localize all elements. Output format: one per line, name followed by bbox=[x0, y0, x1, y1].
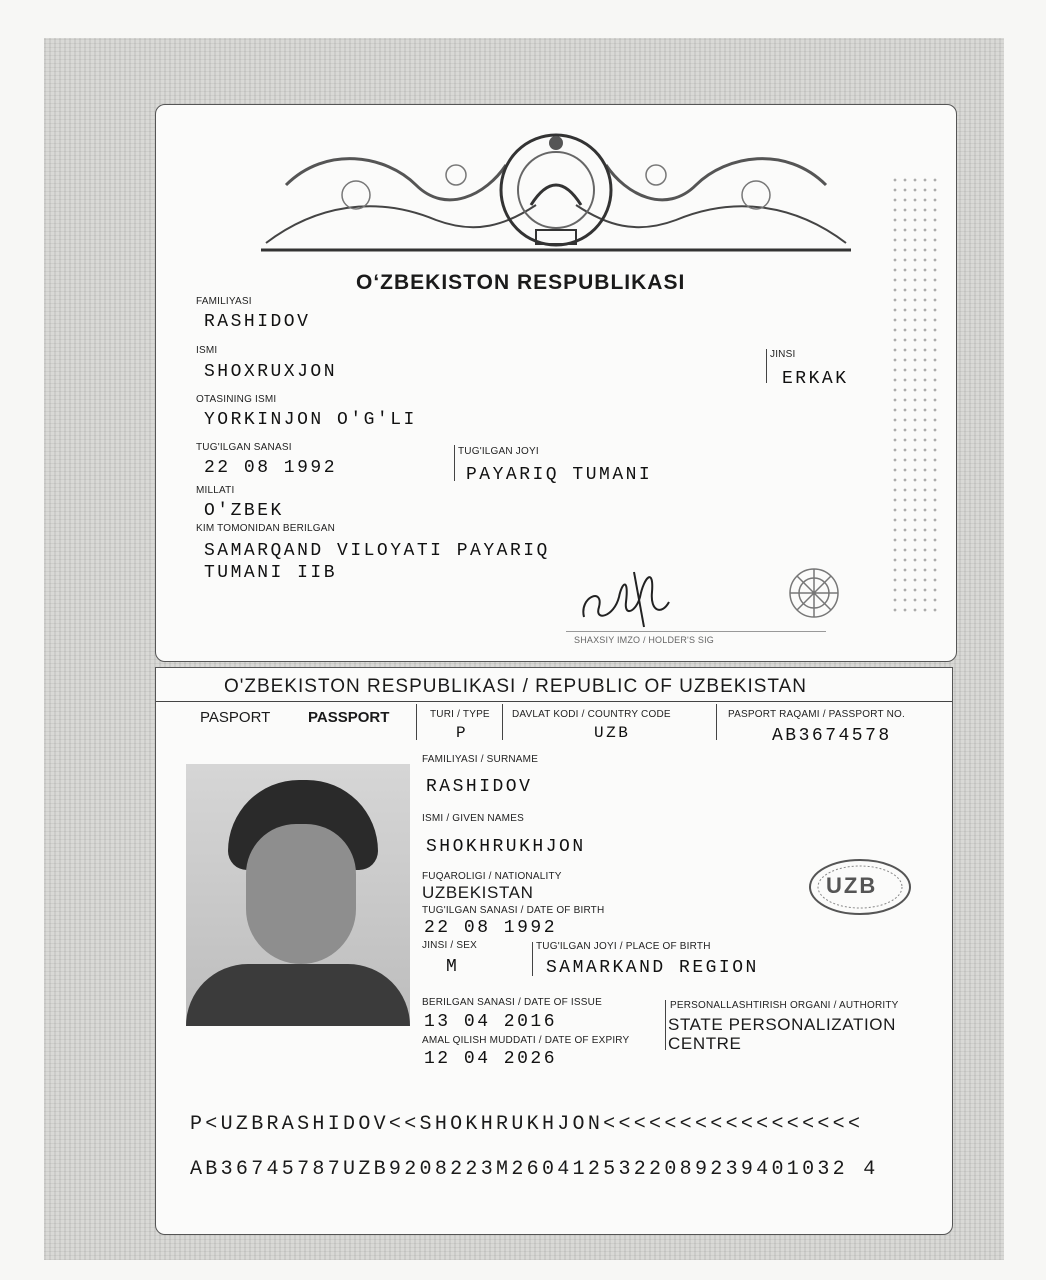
sex-value: ERKAK bbox=[782, 369, 849, 389]
passport-no-label: PASPORT RAQAMI / PASSPORT NO. bbox=[728, 709, 905, 720]
surname-label-en: FAMILIYASI / SURNAME bbox=[422, 754, 539, 765]
patronymic-value: YORKINJON O'G'LI bbox=[204, 410, 417, 430]
signature-caption: SHAXSIY IMZO / HOLDER'S SIG bbox=[574, 635, 714, 645]
country-code-label: DAVLAT KODI / COUNTRY CODE bbox=[512, 709, 671, 720]
surname-value: RASHIDOV bbox=[204, 312, 311, 332]
name-label: ISMI bbox=[196, 345, 218, 356]
sex-label: JINSI bbox=[770, 349, 796, 360]
passport-no-value: AB3674578 bbox=[772, 726, 892, 746]
nationality-value-en: UZBEKISTAN bbox=[422, 883, 534, 902]
perforation-dots bbox=[890, 175, 940, 615]
page-title: O‘ZBEKISTON RESPUBLIKASI bbox=[356, 271, 686, 294]
dob-value: 22 08 1992 bbox=[204, 458, 338, 478]
expiry-date-value: 12 04 2026 bbox=[424, 1049, 558, 1069]
country-code-value: UZB bbox=[594, 724, 631, 742]
dob-label: TUG'ILGAN SANASI bbox=[196, 442, 292, 453]
pob-label: TUG'ILGAN JOYI bbox=[458, 446, 539, 457]
data-page-header: O'ZBEKISTON RESPUBLIKASI / REPUBLIC OF UZBEKISTAN bbox=[224, 676, 807, 697]
authority-line1: STATE PERSONALIZATION bbox=[668, 1015, 896, 1034]
authority-label: PERSONALLASHTIRISH ORGANI / AUTHORITY bbox=[670, 1000, 899, 1011]
mrz-line-1: P<UZBRASHIDOV<<SHOKHRUKHJON<<<<<<<<<<<<<<<<< bbox=[190, 1113, 864, 1136]
dob-value-en: 22 08 1992 bbox=[424, 918, 558, 938]
surname-label: FAMILIYASI bbox=[196, 296, 252, 307]
type-value: P bbox=[456, 724, 469, 742]
issued-by-label: KIM TOMONIDAN BERILGAN bbox=[196, 523, 336, 534]
type-label: TURI / TYPE bbox=[430, 709, 490, 720]
issued-by-line1: SAMARQAND VILOYATI PAYARIQ bbox=[204, 541, 550, 561]
pob-value-en: SAMARKAND REGION bbox=[546, 958, 759, 978]
passport-info-page bbox=[155, 104, 957, 662]
given-names-value: SHOKHRUKHJON bbox=[426, 837, 586, 857]
hologram-icon bbox=[784, 563, 844, 623]
nationality-label-en: FUQAROLIGI / NATIONALITY bbox=[422, 871, 562, 882]
signature-icon bbox=[574, 557, 674, 633]
sex-value-en: M bbox=[446, 957, 460, 977]
passport-data-page bbox=[155, 667, 953, 1235]
issued-by-line2: TUMANI IIB bbox=[204, 563, 338, 583]
holder-photo bbox=[186, 764, 410, 1026]
passport-en-label: PASSPORT bbox=[308, 709, 390, 726]
pob-value: PAYARIQ TUMANI bbox=[466, 465, 653, 485]
given-names-label: ISMI / GIVEN NAMES bbox=[422, 813, 524, 824]
pob-label-en: TUG'ILGAN JOYI / PLACE OF BIRTH bbox=[536, 941, 711, 952]
dob-label-en: TUG'ILGAN SANASI / DATE OF BIRTH bbox=[422, 905, 605, 916]
sex-label-en: JINSI / SEX bbox=[422, 940, 477, 951]
issue-date-label: BERILGAN SANASI / DATE OF ISSUE bbox=[422, 997, 602, 1008]
uzb-emblem-text: UZB bbox=[826, 873, 878, 898]
patronymic-label: OTASINING ISMI bbox=[196, 394, 277, 405]
authority-line2: CENTRE bbox=[668, 1034, 742, 1053]
emblem-ornament-icon bbox=[256, 125, 856, 255]
surname-value-en: RASHIDOV bbox=[426, 777, 533, 797]
name-value: SHOXRUXJON bbox=[204, 362, 338, 382]
issue-date-value: 13 04 2016 bbox=[424, 1012, 558, 1032]
mrz-line-2: AB36745787UZB9208223M2604125322089239401032 4 bbox=[190, 1158, 879, 1181]
expiry-date-label: AMAL QILISH MUDDATI / DATE OF EXPIRY bbox=[422, 1035, 630, 1046]
pasport-uz-label: PASPORT bbox=[200, 709, 271, 726]
nationality-label: MILLATI bbox=[196, 485, 235, 496]
nationality-value: O'ZBEK bbox=[204, 501, 284, 521]
